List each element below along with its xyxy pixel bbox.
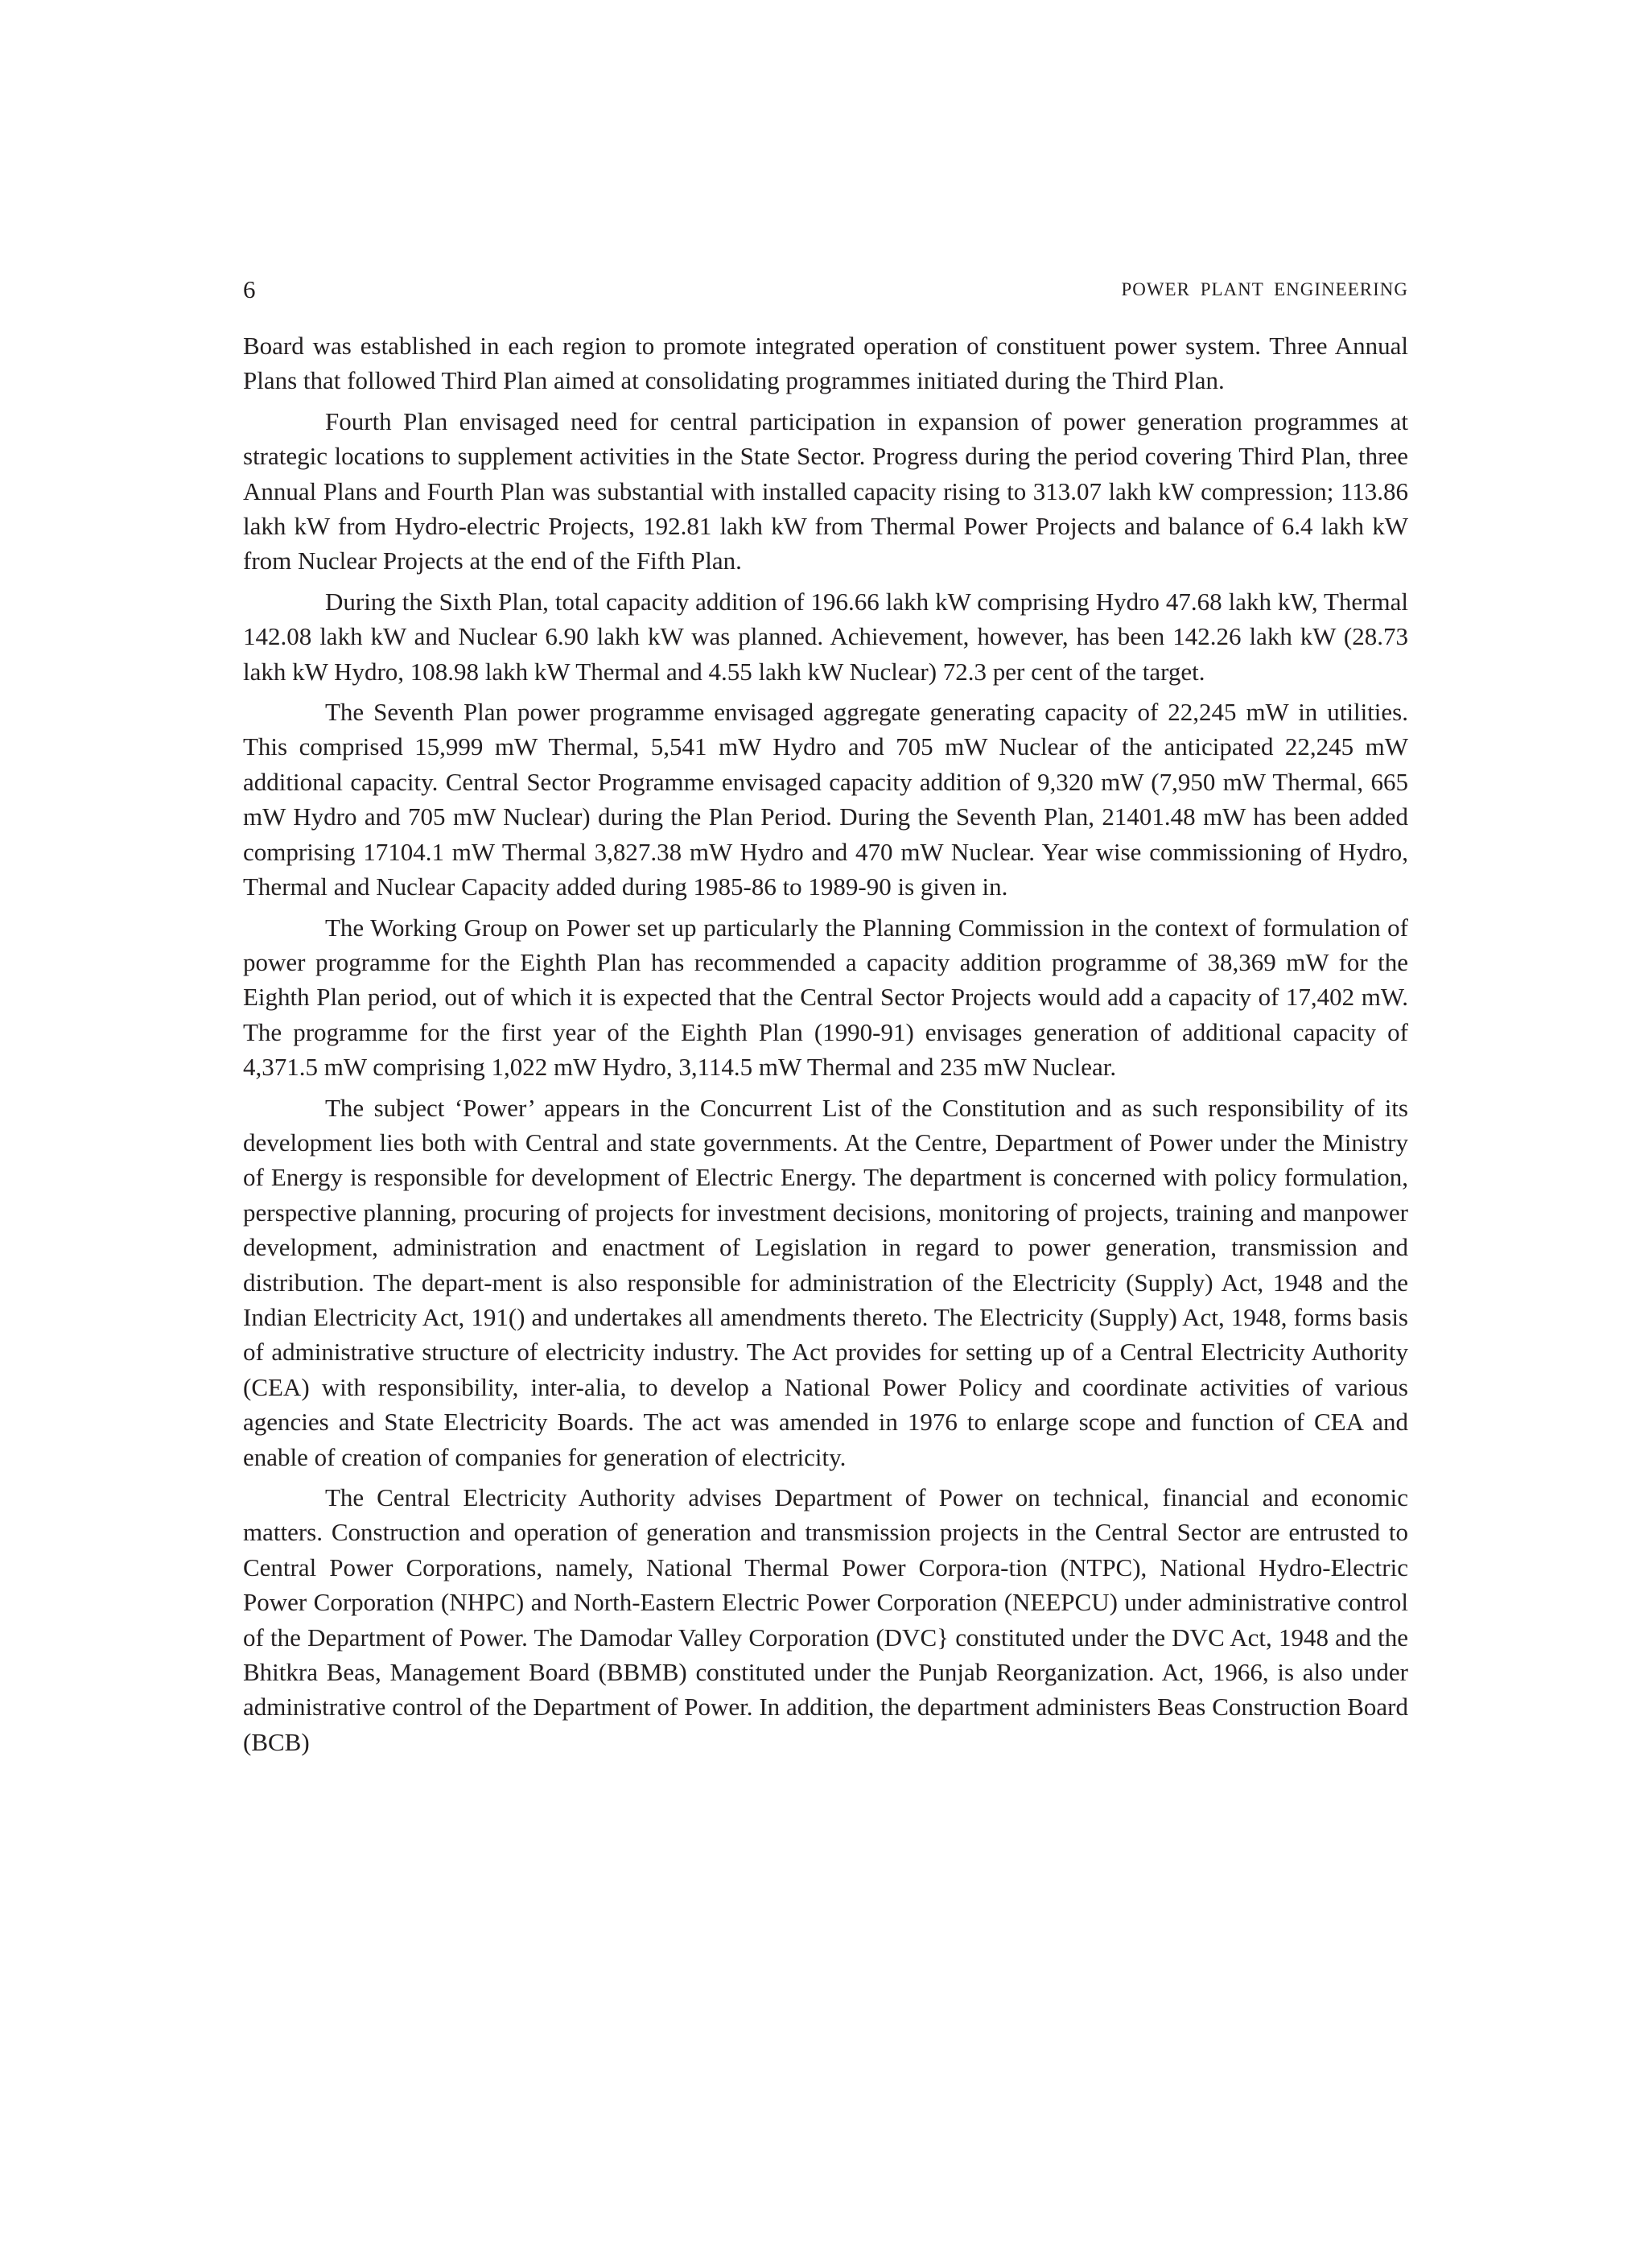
- paragraph-sixth-plan: During the Sixth Plan, total capacity addition of 196.66 lakh kW comprising Hydro 47.68 lakh kW, Thermal 142.08 lakh kW and Nuclear 6.90 lakh kW was planned. Achievement, however, has been 142.26 lakh kW (28.73 lakh kW Hydro, 108.98 lakh kW Thermal and 4.55 lakh kW Nuclear) 72.3 per cent of the target.: [243, 587, 1408, 686]
- paragraph-working-group: The Working Group on Power set up particularly the Planning Commission in the context of formulation of power programme for the Eighth Plan has recommended a capacity addition programme of 38,369 mW for the Eighth Plan period, out of which it is expected that the Central Sector Projects would add a capacity of 17,402 mW. The programme for the first year of the Eighth Plan (1990-91) envisages generation of additional capacity of 4,371.5 mW comprising 1,022 mW Hydro, 3,114.5 mW Thermal and 235 mW Nuclear.: [243, 913, 1408, 1082]
- book-page: [243, 274, 1408, 1765]
- paragraph-seventh-plan: The Seventh Plan power programme envisaged aggregate generating capacity of 22,245 mW in utilities. This comprised 15,999 mW Thermal, 5,541 mW Hydro and 705 mW Nuclear of the anticipated 22,245 mW additional capacity. Central Sector Programme envisaged capacity addition of 9,320 mW (7,950 mW Thermal, 665 mW Hydro and 705 mW Nuclear) during the Plan Period. During the Seventh Plan, 21401.48 mW has been added comprising 17104.1 mW Thermal 3,827.38 mW Hydro and 470 mW Nuclear. Year wise commissioning of Hydro, Thermal and Nuclear Capacity added during 1985-86 to 1989-90 is given in.: [243, 698, 1408, 901]
- paragraph-fourth-plan: Fourth Plan envisaged need for central participation in expansion of power generation programmes at strategic locations to supplement activities in the State Sector. Progress during the period covering Third Plan, three Annual Plans and Fourth Plan was substantial with installed capacity rising to 313.07 lakh kW compression; 113.86 lakh kW from Hydro-electric Projects, 192.81 lakh kW from Thermal Power Projects and balance of 6.4 lakh kW from Nuclear Projects at the end of the Fifth Plan.: [243, 406, 1408, 575]
- page-number: 6: [243, 275, 256, 303]
- paragraph-continued: Board was established in each region to promote integrated operation of constituent power system. Three Annual Plans that followed Third Plan aimed at consolidating programmes initiated during the Third Plan.: [243, 332, 1408, 395]
- running-header: [243, 274, 1408, 312]
- paragraph-central-electricity-authority: The Central Electricity Authority advises Department of Power on technical, financial and economic matters. Construction and operation of generation and transmission projects in the Central Sector are entrusted to Central Power Corporations, namely, National Thermal Power Corpora-tion (NTPC), National Hydro-Electric Power Corporation (NHPC) and North-Eastern Electric Power Corporation (NEEPCU) under administrative control of the Department of Power. The Damodar Valley Corporation (DVC} constituted under the DVC Act, 1948 and the Bhitkra Beas, Management Board (BBMB) constituted under the Punjab Reorganization. Act, 1966, is also under administrative control of the Department of Power. In addition, the department administers Beas Construction Board (BCB): [243, 1483, 1408, 1756]
- body-text: [243, 328, 1408, 1759]
- paragraph-subject-power: The subject ‘Power’ appears in the Concurrent List of the Constitution and as such responsibility of its development lies both with Central and state governments. At the Centre, Department of Power under the Ministry of Energy is responsible for development of Electric Energy. The department is concerned with policy formulation, perspective planning, procuring of projects for investment decisions, monitoring of projects, training and manpower development, administration and enactment of Legislation in regard to power generation, transmission and distribution. The depart-ment is also responsible for administration of the Electricity (Supply) Act, 1948 and the Indian Electricity Act, 191() and undertakes all amendments thereto. The Electricity (Supply) Act, 1948, forms basis of administrative structure of electricity industry. The Act provides for setting up of a Central Electricity Authority (CEA) with responsibility, inter-alia, to develop a National Power Policy and coordinate activities of various agencies and State Electricity Boards. The act was amended in 1976 to enlarge scope and function of CEA and enable of creation of companies for generation of electricity.: [243, 1093, 1408, 1471]
- running-title: POWER PLANT ENGINEERING: [1121, 279, 1408, 299]
